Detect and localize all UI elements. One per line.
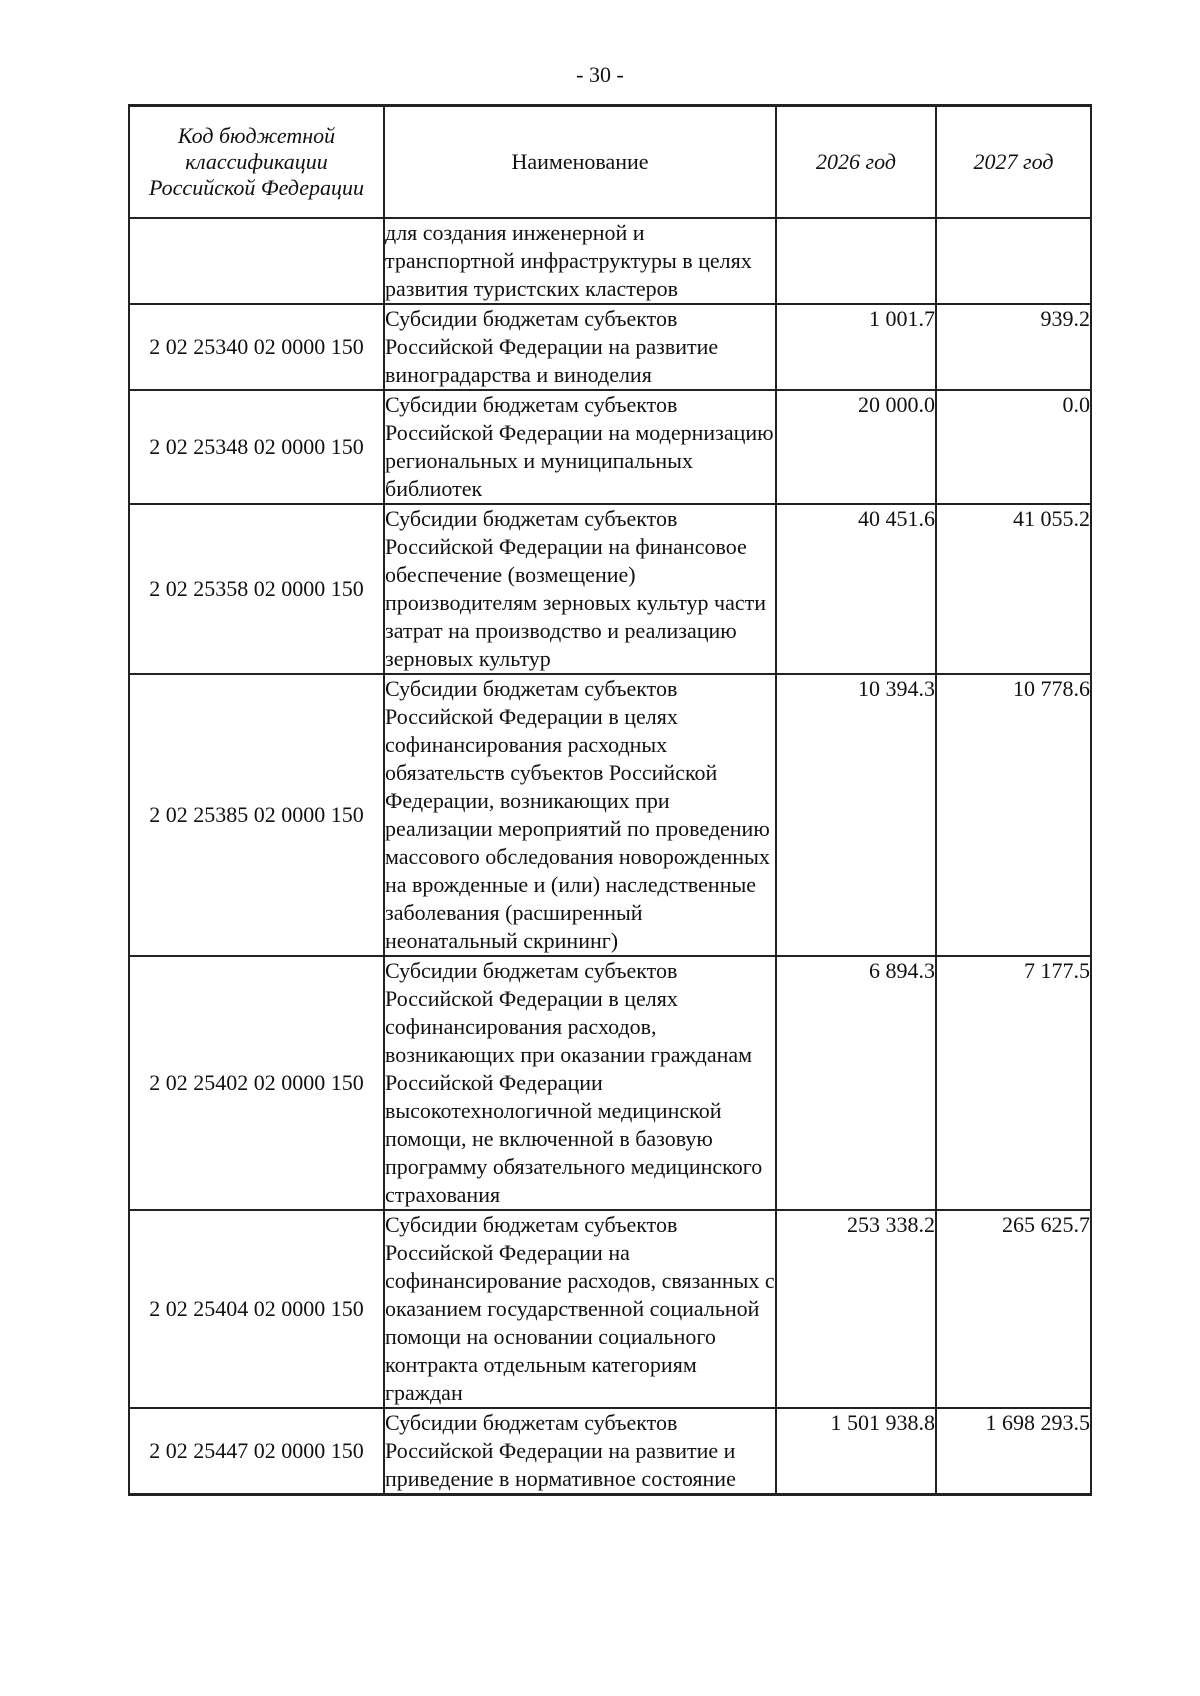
code-cell: 2 02 25447 02 0000 150 xyxy=(129,1408,384,1495)
name-cell: Субсидии бюджетам субъектов Российской Федерации на развитие виноградарства и виноделия xyxy=(384,304,776,390)
name-cell: Субсидии бюджетам субъектов Российской Федерации на модернизацию региональных и муниципальных библиотек xyxy=(384,390,776,504)
value-2027-cell: 0.0 xyxy=(936,390,1091,504)
table-row xyxy=(129,304,1091,390)
code-cell: 2 02 25340 02 0000 150 xyxy=(129,304,384,390)
value-2027-cell: 7 177.5 xyxy=(936,956,1091,1210)
budget-table xyxy=(128,104,1092,1496)
code-cell: 2 02 25402 02 0000 150 xyxy=(129,956,384,1210)
table-row xyxy=(129,390,1091,504)
code-cell: 2 02 25348 02 0000 150 xyxy=(129,390,384,504)
value-2027-cell: 939.2 xyxy=(936,304,1091,390)
header-year-2026: 2026 год xyxy=(776,106,936,219)
page-number: - 30 - xyxy=(576,62,624,87)
value-2026-cell xyxy=(776,218,936,304)
value-2026-cell: 1 001.7 xyxy=(776,304,936,390)
header-row xyxy=(129,106,1091,219)
value-2027-cell xyxy=(936,218,1091,304)
name-cell: Субсидии бюджетам субъектов Российской Федерации в целях софинансирования расходных обязательств субъектов Российской Федерации, возникающих при реализации мероприятий по проведению массового обследования новорожденных на врожденные и (или) наследственные заболевания (расширенный неонатальный скрининг) xyxy=(384,674,776,956)
table-body xyxy=(129,218,1091,1495)
code-cell: 2 02 25358 02 0000 150 xyxy=(129,504,384,674)
value-2026-cell: 1 501 938.8 xyxy=(776,1408,936,1495)
name-cell: для создания инженерной и транспортной инфраструктуры в целях развития туристских кластеров xyxy=(384,218,776,304)
header-code: Код бюджетной классификации Российской Федерации xyxy=(129,106,384,219)
value-2027-cell: 10 778.6 xyxy=(936,674,1091,956)
header-year-2027: 2027 год xyxy=(936,106,1091,219)
name-cell: Субсидии бюджетам субъектов Российской Федерации на развитие и приведение в нормативное состояние xyxy=(384,1408,776,1495)
table-row xyxy=(129,504,1091,674)
table-row xyxy=(129,218,1091,304)
value-2026-cell: 40 451.6 xyxy=(776,504,936,674)
code-cell: 2 02 25404 02 0000 150 xyxy=(129,1210,384,1408)
value-2026-cell: 6 894.3 xyxy=(776,956,936,1210)
value-2026-cell: 20 000.0 xyxy=(776,390,936,504)
value-2026-cell: 10 394.3 xyxy=(776,674,936,956)
table-header xyxy=(129,106,1091,219)
value-2027-cell: 1 698 293.5 xyxy=(936,1408,1091,1495)
name-cell: Субсидии бюджетам субъектов Российской Федерации на софинансирование расходов, связанных с оказанием государственной социальной помощи на основании социального контракта отдельным категориям граждан xyxy=(384,1210,776,1408)
code-cell: 2 02 25385 02 0000 150 xyxy=(129,674,384,956)
table-row xyxy=(129,674,1091,956)
table-row xyxy=(129,1408,1091,1495)
value-2027-cell: 265 625.7 xyxy=(936,1210,1091,1408)
name-cell: Субсидии бюджетам субъектов Российской Федерации на финансовое обеспечение (возмещение) производителям зерновых культур части затрат на производство и реализацию зерновых культур xyxy=(384,504,776,674)
name-cell: Субсидии бюджетам субъектов Российской Федерации в целях софинансирования расходов, возникающих при оказании гражданам Российской Федерации высокотехнологичной медицинской помощи, не включенной в базовую программу обязательного медицинского страхования xyxy=(384,956,776,1210)
value-2027-cell: 41 055.2 xyxy=(936,504,1091,674)
header-name: Наименование xyxy=(384,106,776,219)
code-cell xyxy=(129,218,384,304)
table-row xyxy=(129,956,1091,1210)
table-row xyxy=(129,1210,1091,1408)
value-2026-cell: 253 338.2 xyxy=(776,1210,936,1408)
